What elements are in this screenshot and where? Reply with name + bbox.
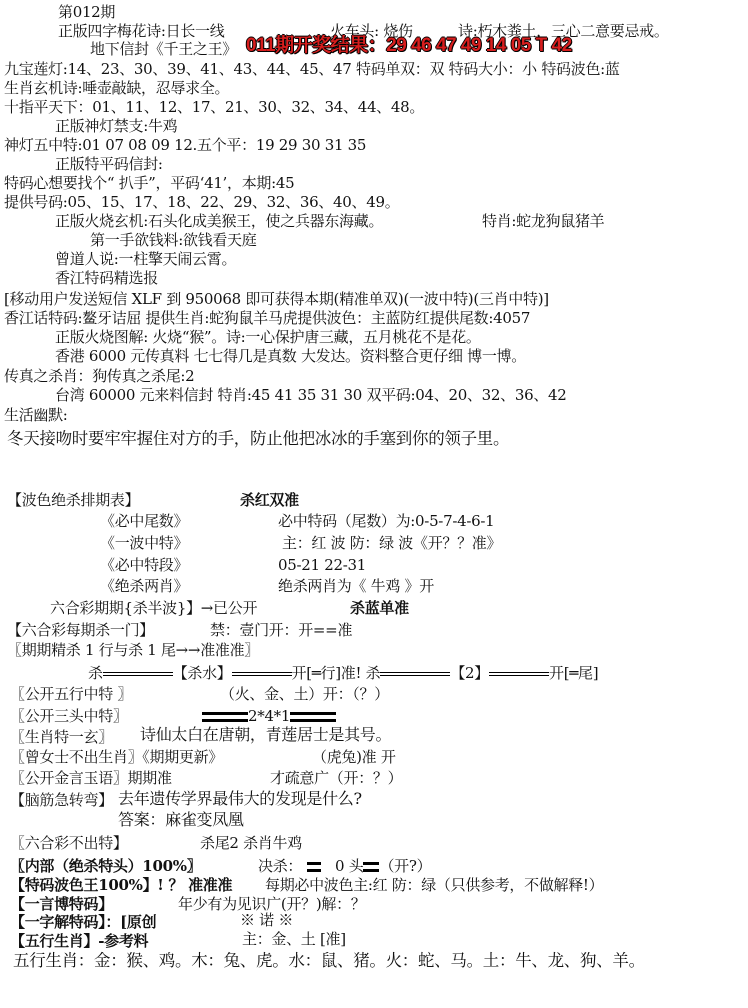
golden-words-value: 才疏意广（开：？） (270, 769, 403, 787)
kill-c: 开[═行]准! 杀 (291, 664, 381, 682)
kill-e: 开[═尾] (549, 664, 599, 682)
underground-envelope: 地下信封《千王之王》 (90, 40, 238, 58)
hk-fax-line: 香港 6000 元传真料 七七得几是真数 大发达。资料整合更仔细 博一博。 (55, 347, 526, 365)
special-envelope-line: 正版特平码信封: (55, 155, 163, 173)
table-row-label: 《一波中特》 (100, 534, 189, 552)
five-zodiac-list: 五行生肖：金：猴、鸡。木：兔、虎。水：鼠、猪。火：蛇、马。土：牛、龙、狗、羊。 (13, 951, 645, 970)
decisive-kill: 决杀： (258, 857, 303, 875)
kill-row-tail-line: 〖期期精杀 1 行与杀 1 尾→→准准准〗 (7, 641, 259, 659)
humor-text: 冬天接吻时要牢牢握住对方的手，防止他把冰冰的手塞到你的领子里。 (7, 429, 510, 448)
ms-zeng-label: 〖曾女士不出生肖〗《期期更新》 (10, 748, 224, 766)
kill-door-label: 【六合彩每期杀一门】 (7, 621, 155, 639)
sms-promo-line: [移动用户发送短信 XLF 到 950068 即可获得本期(精准单双)(一波中特)(三肖中特)] (4, 290, 549, 308)
golden-words-label: 〖公开金言玉语〗期期准 (10, 769, 172, 787)
double-line (232, 672, 292, 676)
plum-poem: 正版四字梅花诗:日长一线 (58, 22, 225, 40)
xiangjiang-title: 香江特码精选报 (55, 269, 158, 287)
table-row-value: 绝杀两肖为《 牛鸡 》开 (278, 577, 434, 595)
pickpocket-line: 特码心想要找个“ 扒手”，平码‘41’，本期:45 (4, 174, 295, 192)
table-row-value: 05-21 22-31 (278, 556, 366, 574)
double-line (103, 672, 173, 676)
fax-kill-line: 传真之杀肖：狗传真之杀尾:2 (4, 367, 195, 385)
three-heads-number: 2*4*1 (248, 707, 291, 725)
internal-kill-value (258, 857, 431, 875)
wave-king-label: 【特码波色王100%】! ？ 准准准 (10, 876, 233, 894)
table-row-value: 主：红 波 防：绿 波《开？？准》 (282, 534, 502, 552)
special-zodiac-line: 特肖:蛇龙狗鼠猪羊 (482, 212, 605, 230)
riddle-question: 去年遗传学界最伟大的发现是什么? (118, 789, 362, 808)
kill-b: 【杀水】 (172, 664, 232, 682)
ms-zeng-value: （虎兔)准 开 (312, 748, 396, 766)
fire-mystery-line: 正版火烧玄机:石头化成美猴王，使之兵器东海藏。 (55, 212, 384, 230)
fire-diagram-line: 正版火烧图解: 火烧“猴”。诗:一心保护唐三藏，五月桃花不是花。 (55, 328, 481, 346)
riddle-label: 【脑筋急转弯】 (10, 791, 113, 809)
wave-king-value: 每期必中波色主:红 防：绿（只供参考，不做解释!） (265, 876, 604, 894)
wave-table-title: 【波色绝杀排期表】 (7, 491, 140, 509)
head-zero: 0 头 (335, 857, 364, 875)
humor-label: 生活幽默: (4, 406, 68, 424)
table-row-label: 《必中特段》 (100, 556, 189, 574)
zodiac-mystery-label: 〖生肖特一玄〗 (10, 728, 113, 746)
open-q: （开?） (379, 857, 432, 875)
double-line (489, 672, 549, 676)
internal-kill-label: 〖内部（绝杀特头）100%〗 (10, 857, 202, 875)
provided-numbers-line: 提供号码:05、15、17、18、22、29、32、36、40、49。 (4, 193, 400, 211)
table-row-value: 必中特码（尾数）为:0-5-7-4-6-1 (278, 512, 495, 530)
half-wave-value: 杀蓝单准 (350, 599, 409, 617)
train-head: 火车头: 烧伤 (330, 22, 413, 40)
half-wave-label: 六合彩期期{杀半波}】→已公开 (50, 599, 258, 617)
one-word-value: 年少有为见识广(开？)解：？ (178, 895, 366, 913)
not-special-label: 〖六合彩不出特】 (10, 834, 128, 852)
kill-d: 【2】 (450, 664, 490, 682)
zodiac-mystery-value: 诗仙太白在唐朝，青莲居士是其号。 (140, 725, 392, 744)
nine-lotus-line: 九宝莲灯:14、23、30、39、41、43、44、45、47 特码单双：双 特码大小：小 特码波色:蓝 (4, 60, 620, 78)
table-row-label: 《绝杀两肖》 (100, 577, 189, 595)
one-char-value: ※ 诺 ※ (240, 911, 294, 929)
ten-fingers-line: 十指平天下：01、11、12、17、21、30、32、34、44、48。 (4, 98, 425, 116)
kill-water-line (88, 664, 598, 682)
lamp-five-line: 神灯五中特:01 07 08 09 12.五个平：19 29 30 31 35 (4, 136, 367, 154)
riddle-answer: 答案：麻雀变凤凰 (118, 810, 244, 829)
taiwan-envelope-line: 台湾 60000 元来料信封 特肖:45 41 35 31 30 双平码:04、20、32、36、42 (55, 386, 567, 404)
table-row-label: 《必中尾数》 (100, 512, 189, 530)
one-char-label: 【一字解特码】：[原创 (10, 913, 157, 931)
wave-table-value: 杀红双准 (240, 491, 299, 509)
five-zodiac-label: 【五行生肖】-参考料 (10, 932, 149, 950)
five-elements-value: （火、金、土）开：（？） (220, 685, 389, 703)
five-zodiac-value: 主：金、土 [准] (242, 930, 346, 948)
lamp-forbidden-line: 正版神灯禁支:牛鸡 (55, 117, 178, 135)
bar (363, 862, 379, 872)
not-special-value: 杀尾2 杀肖牛鸡 (200, 834, 302, 852)
five-elements-label: 〖公开五行中特 〗 (10, 685, 133, 703)
xiangjiang-words-line: 香江话特码:鳌牙诘屈 提供生肖:蛇狗鼠羊马虎提供波色：主蓝防红提供尾数:4057 (4, 309, 531, 327)
zodiac-poem-line: 生肖玄机诗:唾壶敲缺，忍辱求全。 (4, 79, 230, 97)
bar-right (290, 712, 336, 722)
bar (307, 862, 321, 872)
taoist-says-line: 曾道人说:一柱擎天闹云霄。 (55, 250, 237, 268)
kill-door-value: 禁：壹门开：开==准 (210, 621, 353, 639)
first-hand-line: 第一手欲钱料:欲钱看天庭 (90, 231, 257, 249)
issue-number: 第012期 (58, 3, 116, 21)
three-heads-label: 〖公开三头中特〗 (10, 707, 128, 725)
draw-result-banner: 011期开奖结果：29 46 47 49 14 05 T 42 (246, 35, 572, 56)
three-heads-value (202, 707, 336, 725)
poem-text: 诗:朽木粪土，三心二意要忌戒。 (458, 22, 669, 40)
bar-left (202, 712, 248, 722)
one-word-label: 【一言博特码】 (10, 895, 113, 913)
kill-a: 杀 (88, 664, 103, 682)
double-line (380, 672, 450, 676)
